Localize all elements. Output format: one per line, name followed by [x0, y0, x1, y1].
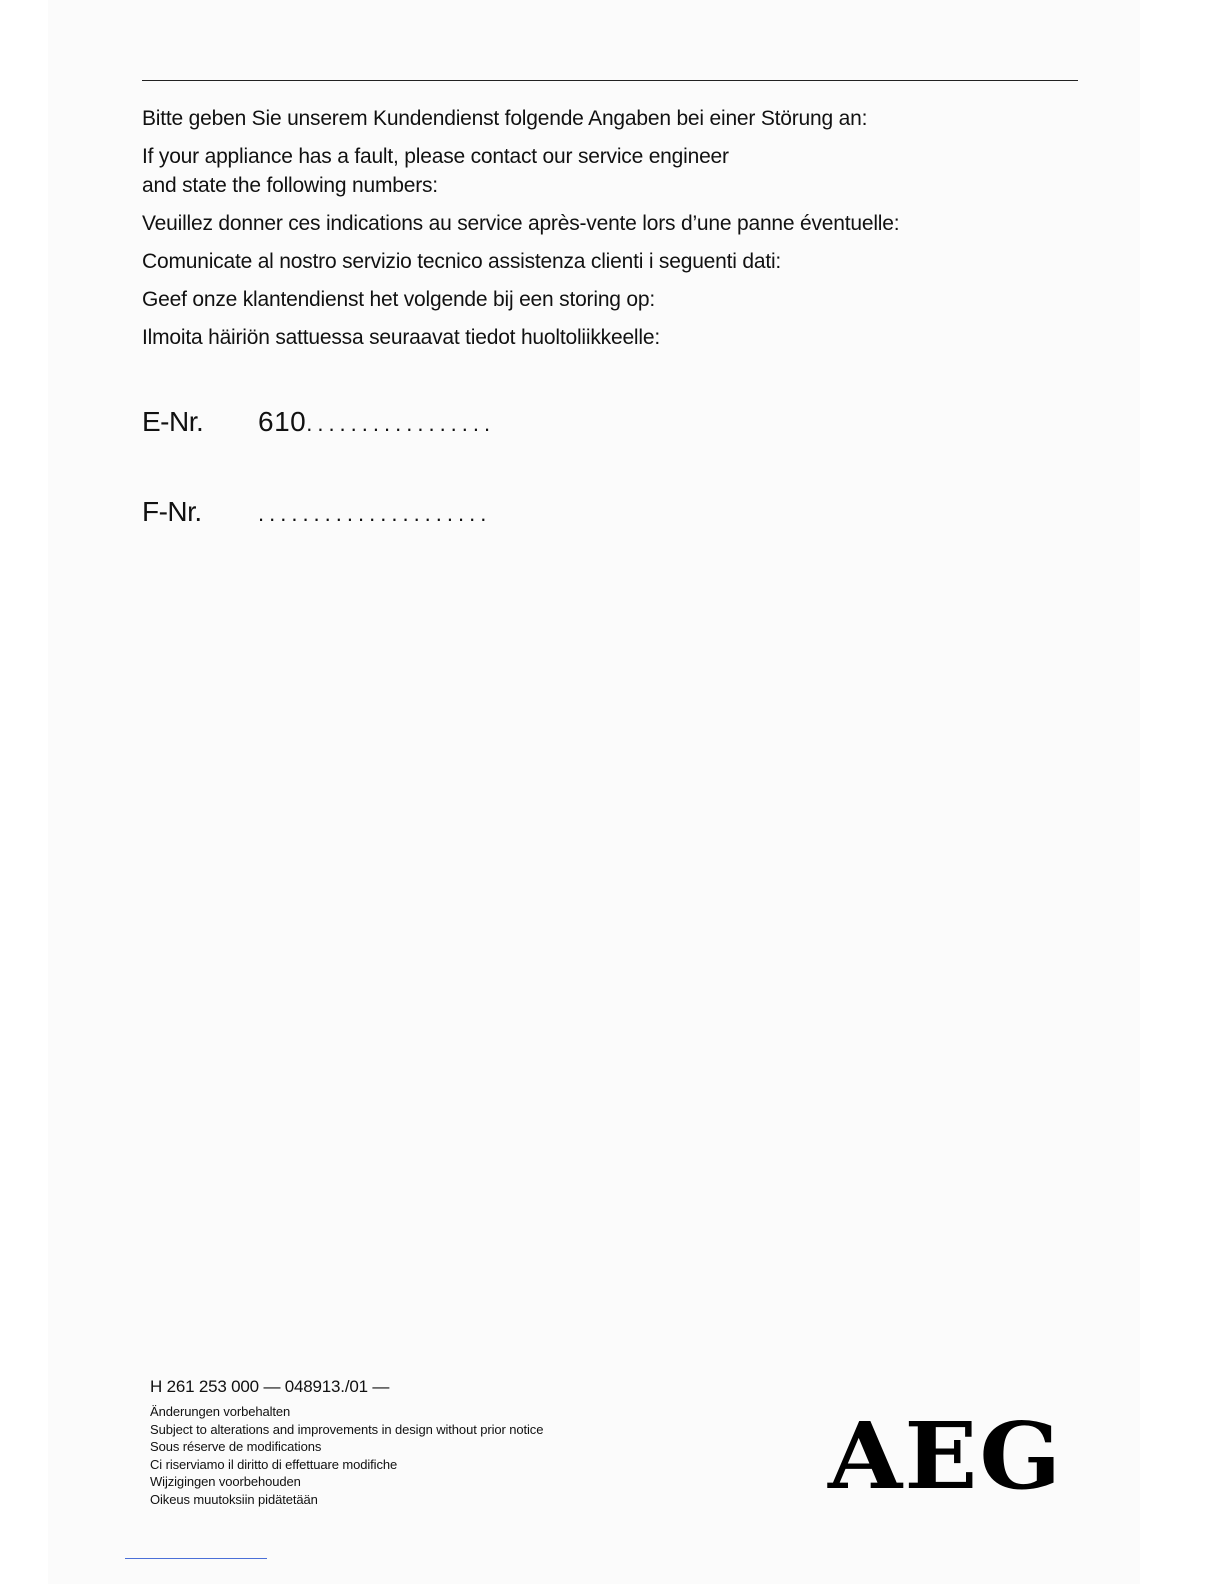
aeg-logo: AEG — [828, 1402, 1064, 1510]
instruction-dutch: Geef onze klantendienst het volgende bij een storing op: — [142, 288, 656, 311]
footer-notes — [150, 1403, 543, 1508]
instruction-english — [142, 142, 1042, 200]
footer-note: Subject to alterations and improvements in design without prior notice — [150, 1421, 544, 1437]
f-nr-field — [142, 496, 491, 528]
top-rule — [142, 80, 1078, 81]
footer-note: Oikeus muutoksiin pidätetään — [150, 1491, 318, 1507]
e-nr-field — [142, 406, 495, 438]
e-nr-label: E-Nr. — [142, 406, 204, 437]
instruction-german: Bitte geben Sie unserem Kundendienst folgende Angaben bei einer Störung an: — [142, 107, 868, 130]
service-instructions — [142, 104, 1042, 361]
footer-note: Sous réserve de modifications — [150, 1439, 322, 1454]
e-nr-prefix: 610 — [258, 406, 307, 437]
f-nr-dots: ..................... — [258, 501, 492, 526]
footer-note: Wijzigingen voorbehouden — [150, 1474, 301, 1489]
footer-note: Änderungen vorbehalten — [150, 1404, 291, 1419]
instruction-english-line1: If your appliance has a fault, please contact our service engineer — [142, 145, 729, 168]
instruction-italian: Comunicate al nostro servizio tecnico assistenza clienti i seguenti dati: — [142, 250, 782, 273]
instruction-english-line2: and state the following numbers: — [142, 174, 438, 197]
document-code: H 261 253 000 — 048913./01 — — [150, 1377, 390, 1396]
instruction-finnish: Ilmoita häiriön sattuessa seuraavat tiedot huoltoliikkeelle: — [142, 326, 660, 349]
instruction-french: Veuillez donner ces indications au service après-vente lors d’une panne éventuelle: — [142, 212, 900, 235]
f-nr-label: F-Nr. — [142, 496, 202, 527]
e-nr-dots: ................. — [306, 411, 496, 436]
footer-note: Ci riserviamo il diritto di effettuare modifiche — [150, 1456, 398, 1472]
bottom-line — [125, 1558, 267, 1559]
